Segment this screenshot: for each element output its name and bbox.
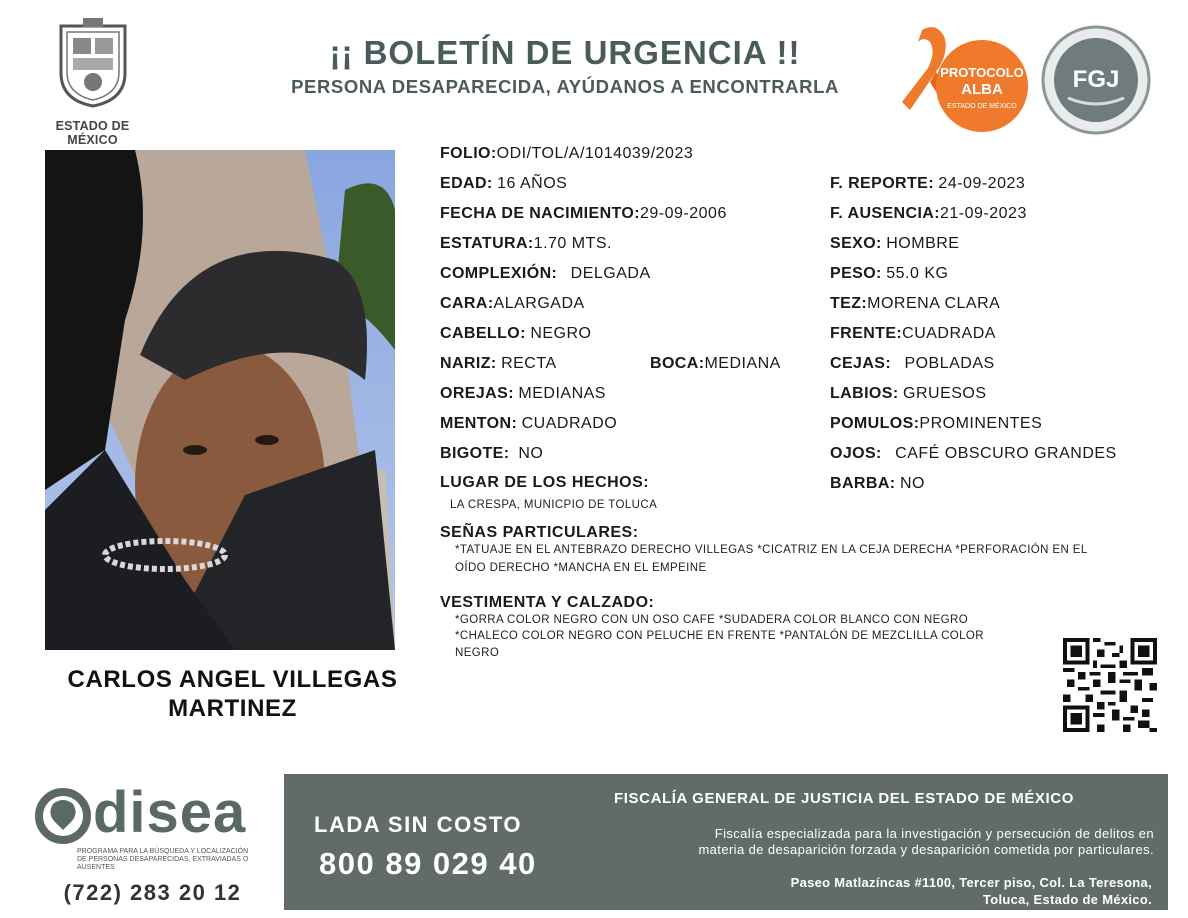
- coat-of-arms-icon: [53, 18, 133, 108]
- boca-value: MEDIANA: [704, 355, 781, 372]
- complexion-field: [440, 264, 651, 284]
- estatura-label: ESTATURA:: [440, 235, 534, 252]
- cabello-label: CABELLO:: [440, 325, 526, 342]
- reporte-value: 24-09-2023: [938, 175, 1026, 192]
- edad-value: 16 AÑOS: [497, 175, 568, 192]
- bigote-field: [440, 444, 543, 464]
- addr-line2: Toluca, Estado de México.: [982, 892, 1152, 907]
- barba-field: [830, 474, 925, 494]
- frente-field: [830, 324, 996, 344]
- nariz-value: RECTA: [501, 355, 557, 372]
- fgj-seal-logo: [1040, 24, 1152, 136]
- senas-label: SEÑAS PARTICULARES:: [440, 524, 639, 541]
- barba-label: BARBA:: [830, 475, 896, 492]
- folio-value: ODI/TOL/A/1014039/2023: [496, 145, 694, 162]
- sexo-field: [830, 234, 959, 254]
- orejas-label: OREJAS:: [440, 385, 514, 402]
- lugar-label: LUGAR DE LOS HECHOS:: [440, 474, 650, 491]
- cara-label: CARA:: [440, 295, 494, 312]
- cejas-value: POBLADAS: [904, 355, 995, 372]
- peso-field: [830, 264, 948, 284]
- alba-line3: ESTADO DE MÉXICO: [947, 103, 1017, 110]
- fiscalia-description: [609, 826, 1154, 858]
- alba-line1: PROTOCOLO: [940, 65, 1024, 80]
- odisea-phone[interactable]: (722) 283 20 12: [63, 880, 242, 905]
- labios-field: [830, 384, 987, 404]
- orejas-value: MEDIANAS: [518, 385, 606, 402]
- vestimenta-label: VESTIMENTA Y CALZADO:: [440, 594, 655, 611]
- folio-field: [440, 144, 693, 164]
- cejas-field: [830, 354, 995, 374]
- senas-line1: *TATUAJE EN EL ANTEBRAZO DERECHO VILLEGAS *CICATRIZ EN LA CEJA DERECHA *PERFORACIÓN EN EL: [455, 544, 1088, 556]
- boca-label: BOCA:: [650, 355, 705, 372]
- menton-label: MENTON:: [440, 415, 518, 432]
- edad-field: [440, 174, 567, 194]
- reporte-label: F. REPORTE:: [830, 175, 934, 192]
- peso-value: 55.0 KG: [886, 265, 949, 282]
- menton-field: [440, 414, 617, 434]
- fiscalia-address: [694, 874, 1152, 908]
- person-name-line1: CARLOS ANGEL VILLEGAS: [67, 666, 398, 693]
- pomulos-value: PROMINENTES: [919, 415, 1043, 432]
- cabello-value: NEGRO: [530, 325, 592, 342]
- ausencia-label: F. AUSENCIA:: [830, 205, 940, 222]
- contact-bar: [284, 774, 1168, 910]
- orejas-field: [440, 384, 606, 404]
- fiscalia-title: FISCALÍA GENERAL DE JUSTICIA DEL ESTADO DE MÉXICO: [614, 790, 1074, 807]
- ausencia-field: [830, 204, 1027, 224]
- frente-label: FRENTE:: [830, 325, 903, 342]
- state-emblem: [30, 18, 155, 147]
- odisea-block: [35, 780, 275, 906]
- odisea-word: disea: [93, 780, 247, 845]
- edad-label: EDAD:: [440, 175, 493, 192]
- folio-label: FOLIO:: [440, 145, 497, 162]
- ojos-field: [830, 444, 1117, 464]
- page-title: ¡¡ BOLETÍN DE URGENCIA !!: [329, 34, 801, 71]
- ojos-value: CAFÉ OBSCURO GRANDES: [895, 445, 1117, 462]
- qr-code[interactable]: [1063, 638, 1157, 732]
- nacimiento-label: FECHA DE NACIMIENTO:: [440, 205, 640, 222]
- cara-value: ALARGADA: [493, 295, 585, 312]
- tez-value: MORENA CLARA: [867, 295, 1001, 312]
- desc-line1: Fiscalía especializada para la investigación y persecución de delitos en: [714, 826, 1154, 841]
- odisea-map-icon: [35, 788, 91, 846]
- nariz-label: NARIZ:: [440, 355, 497, 372]
- boca-field: [650, 354, 781, 374]
- estatura-field: [440, 234, 612, 254]
- nacimiento-value: 29-09-2006: [640, 205, 727, 222]
- peso-label: PESO:: [830, 265, 882, 282]
- protocolo-alba-logo: [900, 22, 1030, 134]
- labios-value: GRUESOS: [903, 385, 987, 402]
- complexion-value: DELGADA: [570, 265, 651, 282]
- ausencia-value: 21-09-2023: [940, 205, 1027, 222]
- person-name: [30, 665, 435, 723]
- bigote-label: BIGOTE:: [440, 445, 510, 462]
- missing-person-photo: [45, 150, 395, 650]
- page-subtitle: PERSONA DESAPARECIDA, AYÚDANOS A ENCONTRARLA: [291, 76, 839, 97]
- complexion-label: COMPLEXIÓN:: [440, 265, 558, 282]
- senas-line2: OÍDO DERECHO *MANCHA EN EL EMPEINE: [455, 562, 707, 574]
- sexo-label: SEXO:: [830, 235, 882, 252]
- barba-value: NO: [899, 475, 925, 492]
- frente-value: CUADRADA: [902, 325, 996, 342]
- odisea-program-text: PROGRAMA PARA LA BÚSQUEDA Y LOCALIZACIÓN DE PERSONAS DESAPARECIDAS, EXTRAVIADAS O AUSENTES: [77, 848, 249, 871]
- cabello-field: [440, 324, 591, 344]
- menton-value: CUADRADO: [521, 415, 618, 432]
- header: [0, 0, 1188, 147]
- lada-number[interactable]: 800 89 029 40: [319, 846, 537, 881]
- nacimiento-field: [440, 204, 727, 224]
- desc-line2: materia de desaparición forzada y desaparición cometida por particulares.: [698, 842, 1154, 857]
- lugar-value: LA CRESPA, MUNICPIO DE TOLUCA: [450, 499, 658, 511]
- sexo-value: HOMBRE: [886, 235, 960, 252]
- cara-field: [440, 294, 585, 314]
- tez-label: TEZ:: [830, 295, 868, 312]
- vestimenta-line3: NEGRO: [455, 647, 500, 659]
- ojos-label: OJOS:: [830, 445, 882, 462]
- person-name-line2: MARTINEZ: [168, 695, 297, 722]
- vestimenta-line2: *CHALECO COLOR NEGRO CON PELUCHE EN FRENTE *PANTALÓN DE MEZCLILLA COLOR: [455, 630, 984, 642]
- addr-line1: Paseo Matlazíncas #1100, Tercer piso, Col. La Teresona,: [790, 875, 1152, 890]
- lada-label: LADA SIN COSTO: [314, 812, 523, 837]
- pomulos-field: [830, 414, 1042, 434]
- reporte-field: [830, 174, 1025, 194]
- tez-field: [830, 294, 1000, 314]
- bigote-value: NO: [518, 445, 544, 462]
- cejas-label: CEJAS:: [830, 355, 892, 372]
- odisea-logo: [35, 780, 275, 848]
- pomulos-label: POMULOS:: [830, 415, 920, 432]
- estatura-value: 1.70 MTS.: [533, 235, 612, 252]
- nariz-field: [440, 354, 557, 374]
- alba-line2: ALBA: [961, 81, 1003, 98]
- bulletin-title-block: [240, 34, 890, 98]
- state-label: ESTADO DE MÉXICO: [55, 119, 130, 147]
- vestimenta-line1: *GORRA COLOR NEGRO CON UN OSO CAFE *SUDADERA COLOR BLANCO CON NEGRO: [455, 614, 969, 626]
- labios-label: LABIOS:: [830, 385, 899, 402]
- fgj-label: FGJ: [1072, 66, 1120, 93]
